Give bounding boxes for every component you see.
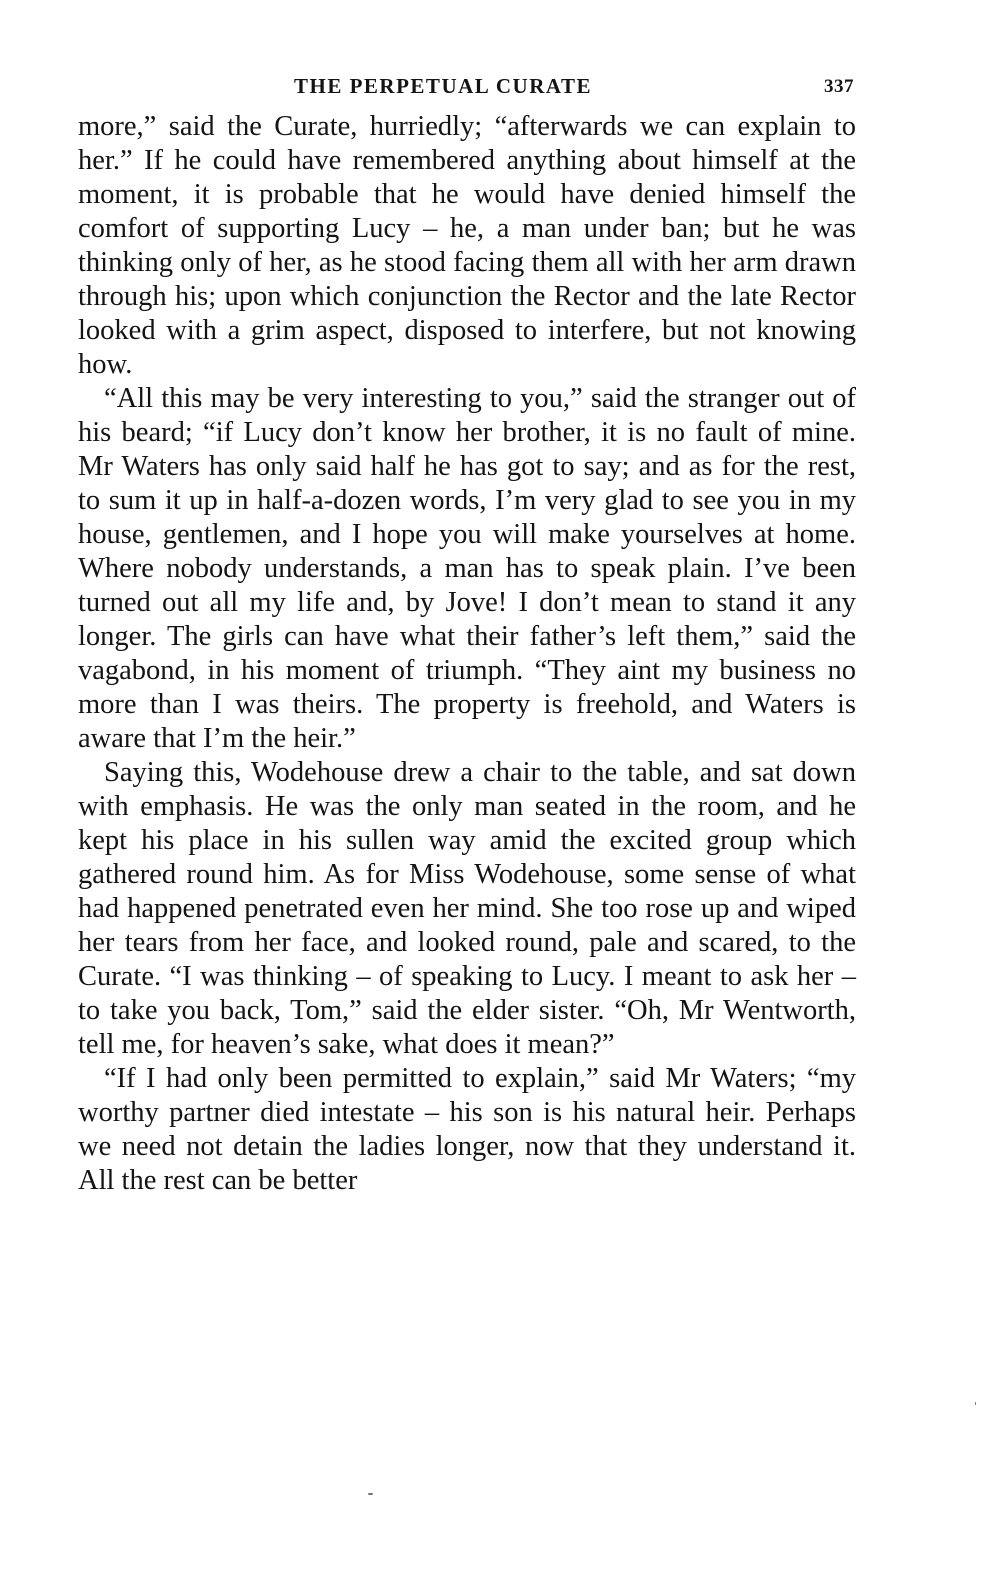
body-text bbox=[78, 110, 856, 1198]
page-number: 337 bbox=[824, 76, 854, 97]
scan-speck bbox=[368, 1493, 373, 1495]
paragraph: “All this may be very interesting to you,” said the stranger out of his beard; “if Lucy don’t know her brother, it is no fault of mine. Mr Waters has only said half he has got to say; and as for the rest, to sum it up in half-a-dozen words, I’m very glad to see you in my house, gentlemen, and I hope you will make yourselves at home. Where nobody understands, a man has to speak plain. I’ve been turned out all my life and, by Jove! I don’t mean to stand it any longer. The girls can have what their father’s left them,” said the vagabond, in his moment of triumph. “They aint my business no more than I was theirs. The property is freehold, and Waters is aware that I’m the heir.” bbox=[78, 383, 856, 754]
running-head bbox=[78, 70, 856, 110]
scan-speck bbox=[975, 1402, 976, 1405]
running-title: THE PERPETUAL CURATE bbox=[294, 74, 592, 98]
paragraph: “If I had only been permitted to explain,” said Mr Waters; “my worthy partner died intestate – his son is his natural heir. Perhaps we need not detain the ladies longer, now that they understand it. All the rest can be better bbox=[78, 1063, 856, 1196]
paragraph: Saying this, Wodehouse drew a chair to the table, and sat down with emphasis. He was the only man seated in the room, and he kept his place in his sullen way amid the excited group which gathered round him. As for Miss Wodehouse, some sense of what had happened penetrated even her mind. She too rose up and wiped her tears from her face, and looked round, pale and scared, to the Curate. “I was thinking – of speaking to Lucy. I meant to ask her – to take you back, Tom,” said the elder sister. “Oh, Mr Wentworth, tell me, for heaven’s sake, what does it mean?” bbox=[78, 757, 856, 1060]
book-page bbox=[78, 70, 856, 1198]
paragraph: more,” said the Curate, hurriedly; “afterwards we can explain to her.” If he could have remembered anything about himself at the moment, it is probable that he would have denied himself the comfort of supporting Lucy – he, a man under ban; but he was thinking only of her, as he stood facing them all with her arm drawn through his; upon which conjunction the Rector and the late Rector looked with a grim aspect, disposed to interfere, but not knowing how. bbox=[78, 111, 856, 380]
